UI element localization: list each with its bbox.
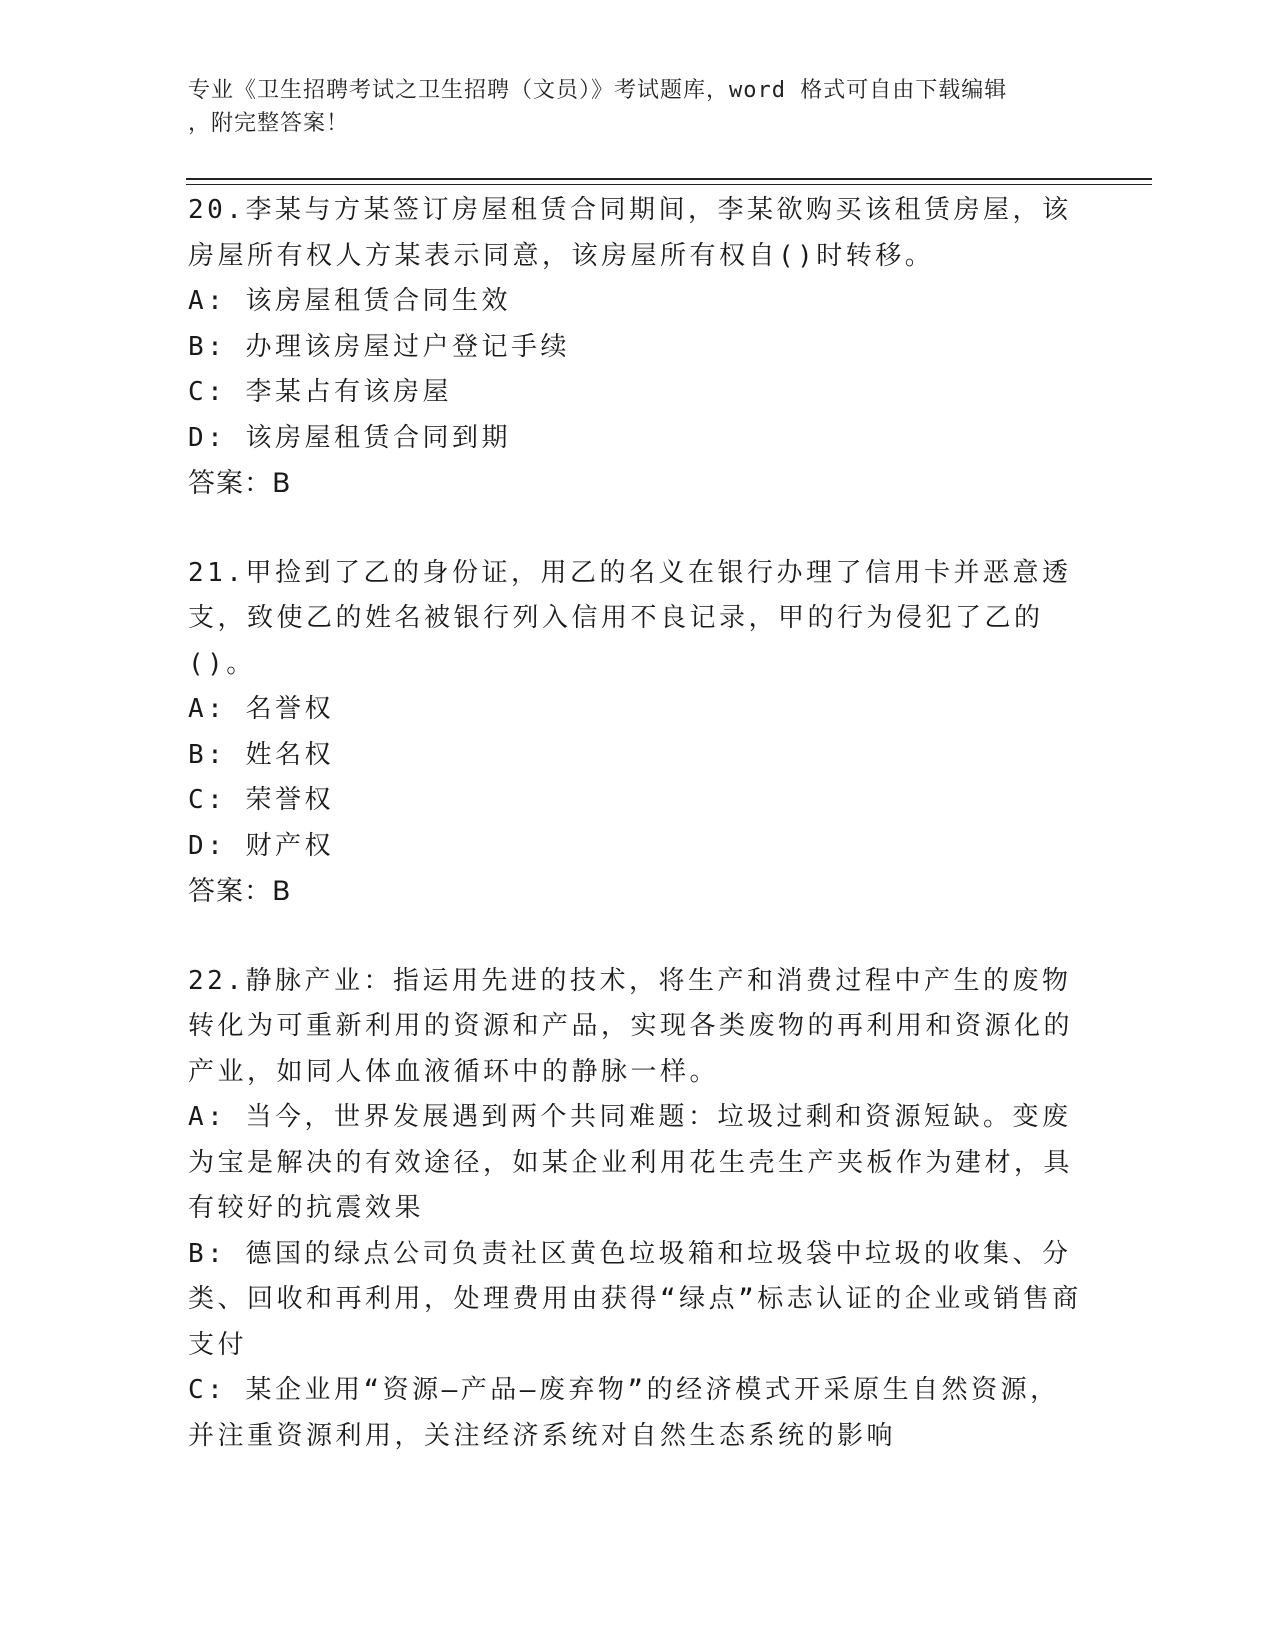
answer-line: 答案：B <box>188 876 292 907</box>
document-header <box>188 74 1088 140</box>
question-stem: 20.李某与方某签订房屋租赁合同期间，李某欲购买该租赁房屋，该房屋所有权人方某表示同意，该房屋所有权自()时转移。 <box>188 195 1072 271</box>
option-c: C: 荣誉权 <box>188 785 334 815</box>
option-b: B: 德国的绿点公司负责社区黄色垃圾箱和垃圾袋中垃圾的收集、分类、回收和再利用，处理费用由获得“绿点”标志认证的企业或销售商支付 <box>188 1238 1082 1360</box>
option-b: B: 姓名权 <box>188 739 334 770</box>
question-list <box>188 188 1088 1503</box>
question-stem: 21.甲捡到了乙的身份证，用乙的名义在银行办理了信用卡并恶意透支，致使乙的姓名被银行列入信用不良记录，甲的行为侵犯了乙的()。 <box>188 557 1072 679</box>
question-21 <box>188 551 1088 915</box>
option-a: A: 名誉权 <box>188 694 334 724</box>
option-a: A: 该房屋租赁合同生效 <box>188 286 511 316</box>
question-20 <box>188 188 1088 507</box>
header-rule-thin <box>186 184 1152 185</box>
option-c: C: 李某占有该房屋 <box>188 377 452 407</box>
question-22 <box>188 959 1088 1460</box>
header-rule-thick <box>186 178 1152 180</box>
header-line-1: 专业《卫生招聘考试之卫生招聘（文员）》考试题库，word 格式可自由下载编辑 <box>188 78 1008 103</box>
option-d: D: 财产权 <box>188 830 334 861</box>
question-stem: 22.静脉产业：指运用先进的技术，将生产和消费过程中产生的废物转化为可重新利用的资源和产品，实现各类废物的再利用和资源化的产业，如同人体血液循环中的静脉一样。 <box>188 965 1074 1087</box>
option-d: D: 该房屋租赁合同到期 <box>188 422 511 453</box>
option-c: C: 某企业用“资源—产品—废弃物”的经济模式开采原生自然资源，并注重资源利用，关注经济系统对自然生态系统的影响 <box>188 1375 1060 1451</box>
answer-line: 答案：B <box>188 468 292 499</box>
option-b: B: 办理该房屋过户登记手续 <box>188 331 570 362</box>
option-a: A: 当今，世界发展遇到两个共同难题：垃圾过剩和资源短缺。变废为宝是解决的有效途径，如某企业利用花生壳生产夹板作为建材，具有较好的抗震效果 <box>188 1102 1074 1223</box>
header-line-2: ，附完整答案！ <box>188 111 350 136</box>
